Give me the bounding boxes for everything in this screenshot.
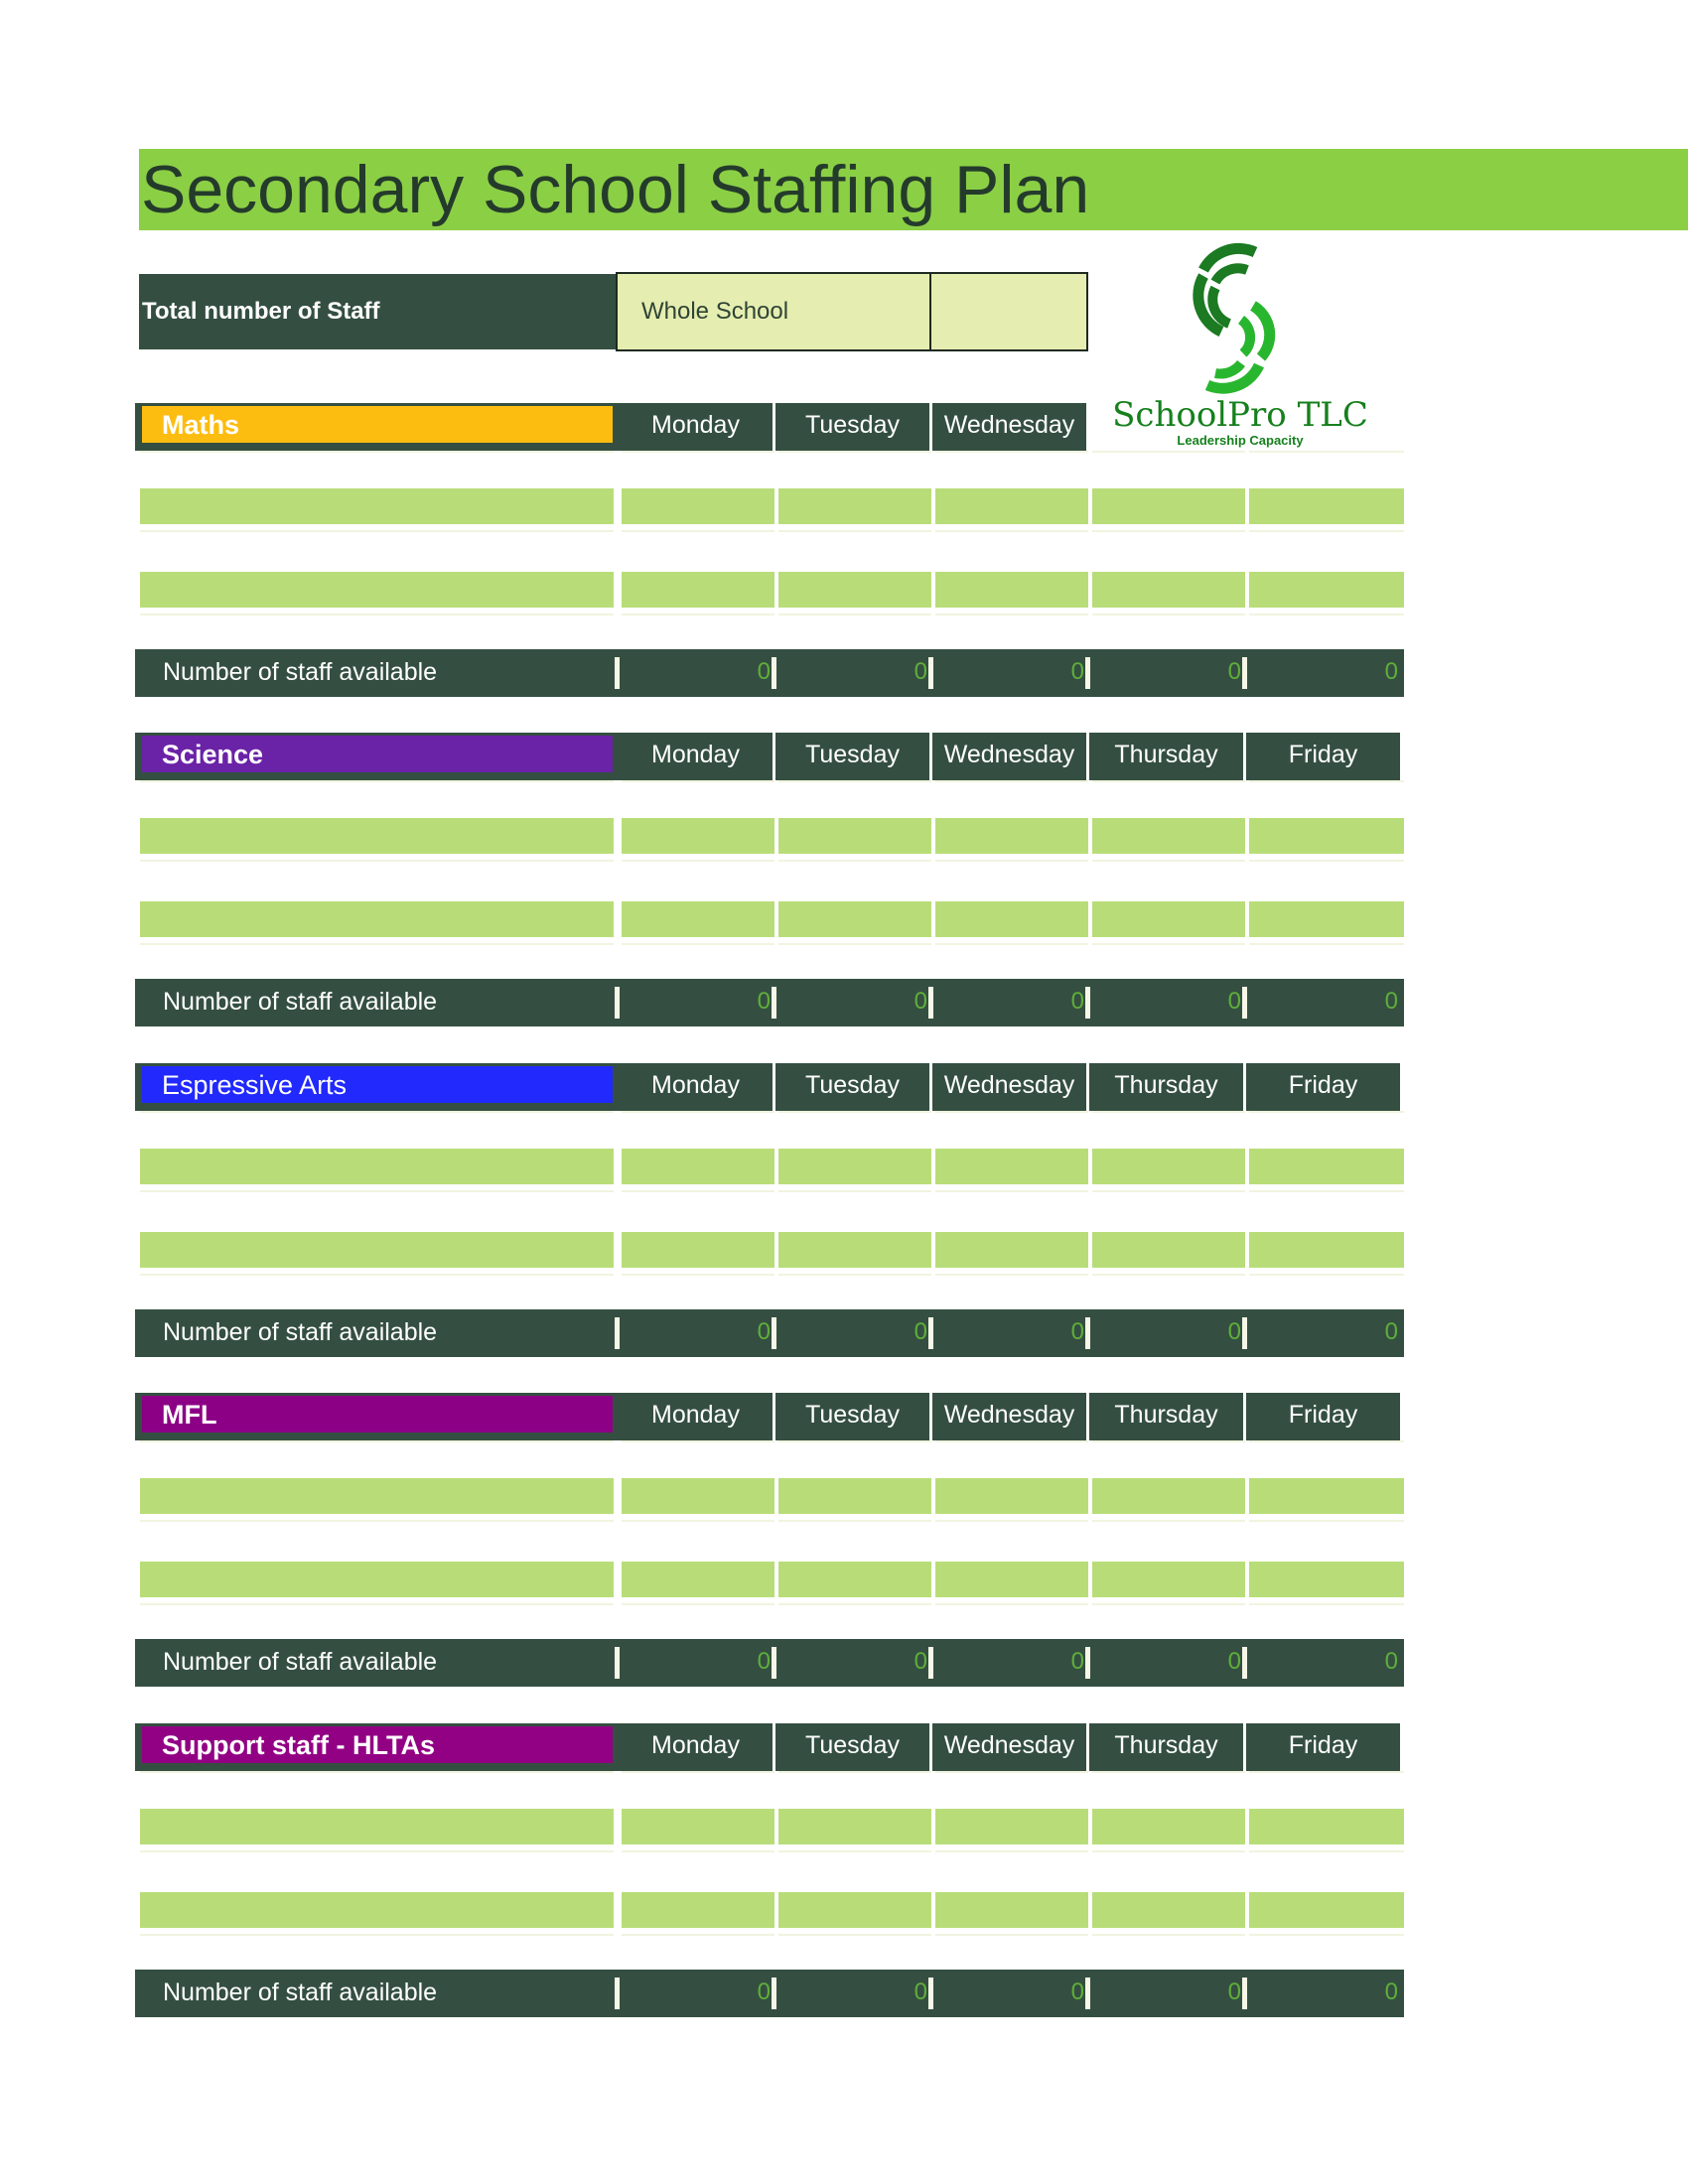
day-cell[interactable]: [778, 1274, 931, 1311]
day-cell[interactable]: [622, 1934, 774, 1972]
day-cell[interactable]: [778, 1478, 931, 1514]
day-header: Thursday: [1089, 1393, 1243, 1440]
day-cell[interactable]: [778, 860, 931, 897]
staff-count: 0: [757, 1318, 771, 1345]
table-row: [140, 1440, 1404, 1478]
day-cell[interactable]: [935, 860, 1088, 897]
day-header: Thursday: [1089, 1063, 1243, 1111]
day-cell[interactable]: [935, 1603, 1088, 1641]
day-header: Monday: [619, 1063, 773, 1111]
day-cell[interactable]: [622, 943, 774, 981]
staff-count: 0: [1070, 1979, 1084, 2005]
staff-available-row: [135, 979, 1404, 1026]
day-cell[interactable]: [1092, 614, 1245, 651]
staff-count: 0: [1384, 1979, 1398, 2005]
staff-count: 0: [1227, 658, 1241, 685]
column-divider: [1242, 1978, 1247, 2009]
day-cell[interactable]: [1249, 1603, 1404, 1641]
column-divider: [615, 987, 620, 1019]
whole-school-value-cell[interactable]: [929, 272, 1088, 351]
day-cell[interactable]: [622, 1274, 774, 1311]
staff-name-cell[interactable]: [140, 1440, 614, 1478]
day-cell[interactable]: [778, 1771, 931, 1809]
column-divider: [772, 987, 776, 1019]
day-cell[interactable]: [1092, 451, 1245, 488]
staff-name-cell[interactable]: [140, 1934, 614, 1972]
staff-count: 0: [1070, 988, 1084, 1015]
table-row: [140, 1934, 1404, 1972]
table-row: [140, 1190, 1404, 1228]
day-cell[interactable]: [622, 1892, 774, 1928]
day-header: Wednesday: [932, 403, 1086, 451]
day-cell[interactable]: [1249, 1274, 1404, 1311]
day-cell[interactable]: [1092, 1850, 1245, 1888]
day-cell[interactable]: [1249, 1478, 1404, 1514]
day-cell[interactable]: [1249, 488, 1404, 524]
day-cell[interactable]: [778, 818, 931, 854]
staff-count: 0: [757, 1648, 771, 1675]
day-cell[interactable]: [778, 1809, 931, 1844]
section-title[interactable]: Espressive Arts: [139, 1066, 616, 1106]
day-cell[interactable]: [778, 1934, 931, 1972]
section-title[interactable]: Maths: [139, 406, 616, 446]
column-divider: [615, 1317, 620, 1349]
day-cell[interactable]: [935, 614, 1088, 651]
section: [135, 1723, 1404, 2023]
staff-name-cell[interactable]: [140, 780, 614, 818]
day-cell[interactable]: [1249, 1562, 1404, 1597]
column-divider: [772, 1647, 776, 1679]
column-divider: [928, 657, 933, 689]
day-cell[interactable]: [1092, 488, 1245, 524]
table-row: [140, 451, 1404, 488]
day-cell[interactable]: [1249, 1520, 1404, 1558]
day-cell[interactable]: [1249, 1190, 1404, 1228]
day-cell[interactable]: [935, 1520, 1088, 1558]
day-cell[interactable]: [622, 860, 774, 897]
staff-count: 0: [757, 1979, 771, 2005]
day-cell[interactable]: [622, 488, 774, 524]
logo-tagline: Leadership Capacity: [1177, 433, 1304, 448]
day-header: Friday: [1246, 1723, 1400, 1771]
day-cell[interactable]: [622, 1440, 774, 1478]
day-header: Wednesday: [932, 1723, 1086, 1771]
staff-count: 0: [1384, 1648, 1398, 1675]
day-cell[interactable]: [1092, 1478, 1245, 1514]
day-cell[interactable]: [935, 1149, 1088, 1184]
day-cell[interactable]: [622, 901, 774, 937]
day-header: Friday: [1246, 1063, 1400, 1111]
staff-available-label: Number of staff available: [163, 658, 438, 686]
section-title[interactable]: Support staff - HLTAs: [139, 1726, 616, 1766]
staff-name-cell[interactable]: [140, 1232, 614, 1268]
day-header: Monday: [619, 403, 773, 451]
column-divider: [772, 1978, 776, 2009]
staff-name-cell[interactable]: [140, 1771, 614, 1809]
day-cell[interactable]: [935, 780, 1088, 818]
day-cell[interactable]: [1249, 530, 1404, 568]
day-header: Tuesday: [775, 1393, 929, 1440]
day-cell[interactable]: [778, 614, 931, 651]
section: [135, 1063, 1404, 1363]
table-row: [140, 1892, 1404, 1928]
staff-count: 0: [1227, 1648, 1241, 1675]
section-header: [135, 403, 1404, 451]
day-cell[interactable]: [1092, 572, 1245, 608]
day-cell[interactable]: [1249, 943, 1404, 981]
staff-count: 0: [1070, 1648, 1084, 1675]
table-row: [140, 1603, 1404, 1641]
staff-name-cell[interactable]: [140, 1809, 614, 1844]
section-header: [135, 1393, 1404, 1440]
day-cell[interactable]: [622, 1190, 774, 1228]
table-row: [140, 1111, 1404, 1149]
staff-name-cell[interactable]: [140, 1562, 614, 1597]
day-cell[interactable]: [1249, 901, 1404, 937]
column-divider: [615, 1647, 620, 1679]
day-cell[interactable]: [935, 488, 1088, 524]
staff-available-row: [135, 649, 1404, 697]
day-cell[interactable]: [622, 530, 774, 568]
day-cell[interactable]: [1249, 1892, 1404, 1928]
staff-name-cell[interactable]: [140, 1111, 614, 1149]
section-header: [135, 1723, 1404, 1771]
column-divider: [1085, 657, 1090, 689]
day-cell[interactable]: [1092, 1934, 1245, 1972]
day-cell[interactable]: [622, 614, 774, 651]
column-divider: [772, 1317, 776, 1349]
staff-count: 0: [1384, 1318, 1398, 1345]
day-header: [1089, 403, 1243, 451]
day-cell[interactable]: [1092, 780, 1245, 818]
table-row: [140, 530, 1404, 568]
day-header: Tuesday: [775, 1063, 929, 1111]
day-cell[interactable]: [622, 572, 774, 608]
staff-name-cell[interactable]: [140, 818, 614, 854]
day-cell[interactable]: [778, 780, 931, 818]
day-cell[interactable]: [1092, 818, 1245, 854]
day-cell[interactable]: [1249, 572, 1404, 608]
day-cell[interactable]: [622, 1809, 774, 1844]
day-cell[interactable]: [1249, 1809, 1404, 1844]
column-divider: [615, 657, 620, 689]
title-bar: [139, 149, 1688, 230]
day-header: Monday: [619, 1723, 773, 1771]
day-cell[interactable]: [778, 901, 931, 937]
day-cell[interactable]: [1092, 1111, 1245, 1149]
column-divider: [1085, 1317, 1090, 1349]
staff-name-cell[interactable]: [140, 1892, 614, 1928]
day-cell[interactable]: [935, 1809, 1088, 1844]
day-cell[interactable]: [935, 1850, 1088, 1888]
staff-name-cell[interactable]: [140, 1274, 614, 1311]
table-row: [140, 572, 1404, 608]
staff-count: 0: [914, 988, 927, 1015]
column-divider: [1242, 1317, 1247, 1349]
day-cell[interactable]: [778, 1149, 931, 1184]
day-cell[interactable]: [778, 1232, 931, 1268]
day-cell[interactable]: [622, 451, 774, 488]
day-header: Tuesday: [775, 403, 929, 451]
day-cell[interactable]: [1249, 780, 1404, 818]
day-header: [1246, 403, 1400, 451]
day-cell[interactable]: [935, 1111, 1088, 1149]
table-row: [140, 1478, 1404, 1514]
staff-name-cell[interactable]: [140, 943, 614, 981]
table-row: [140, 1232, 1404, 1268]
column-divider: [772, 657, 776, 689]
day-cell[interactable]: [622, 1232, 774, 1268]
table-row: [140, 1771, 1404, 1809]
day-cell[interactable]: [1249, 1440, 1404, 1478]
day-cell[interactable]: [1249, 860, 1404, 897]
day-cell[interactable]: [1092, 1190, 1245, 1228]
staff-available-row: [135, 1639, 1404, 1687]
table-row: [140, 1562, 1404, 1597]
day-header: Thursday: [1089, 1723, 1243, 1771]
day-cell[interactable]: [622, 1771, 774, 1809]
day-cell[interactable]: [935, 451, 1088, 488]
staff-name-cell[interactable]: [140, 901, 614, 937]
day-cell[interactable]: [935, 1934, 1088, 1972]
day-cell[interactable]: [935, 1232, 1088, 1268]
section: [135, 403, 1404, 703]
staff-count: 0: [1227, 1318, 1241, 1345]
day-cell[interactable]: [778, 1892, 931, 1928]
column-divider: [1085, 987, 1090, 1019]
day-cell[interactable]: [1249, 1771, 1404, 1809]
staff-available-label: Number of staff available: [163, 988, 438, 1016]
section-header: [135, 733, 1404, 780]
staff-available-row: [135, 1970, 1404, 2017]
staff-count: 0: [1227, 988, 1241, 1015]
day-cell[interactable]: [1249, 1111, 1404, 1149]
day-cell[interactable]: [935, 1892, 1088, 1928]
day-header: Friday: [1246, 733, 1400, 780]
day-cell[interactable]: [622, 1520, 774, 1558]
table-row: [140, 1809, 1404, 1844]
staff-count: 0: [914, 1648, 927, 1675]
column-divider: [1242, 987, 1247, 1019]
day-cell[interactable]: [1092, 901, 1245, 937]
table-row: [140, 780, 1404, 818]
day-cell[interactable]: [1249, 614, 1404, 651]
table-row: [140, 818, 1404, 854]
day-cell[interactable]: [1249, 1934, 1404, 1972]
staff-count: 0: [1384, 988, 1398, 1015]
day-cell[interactable]: [622, 780, 774, 818]
day-cell[interactable]: [1092, 1771, 1245, 1809]
staff-name-cell[interactable]: [140, 1149, 614, 1184]
day-header: Monday: [619, 733, 773, 780]
table-row: [140, 1149, 1404, 1184]
day-cell[interactable]: [622, 1478, 774, 1514]
day-header: Monday: [619, 1393, 773, 1440]
staff-count: 0: [914, 1318, 927, 1345]
staff-count: 0: [757, 658, 771, 685]
day-header: Wednesday: [932, 1393, 1086, 1440]
staff-name-cell[interactable]: [140, 530, 614, 568]
day-cell[interactable]: [778, 1440, 931, 1478]
day-header: Wednesday: [932, 733, 1086, 780]
staff-name-cell[interactable]: [140, 1603, 614, 1641]
day-cell[interactable]: [622, 818, 774, 854]
day-cell[interactable]: [1249, 451, 1404, 488]
day-cell[interactable]: [935, 530, 1088, 568]
table-row: [140, 943, 1404, 981]
day-cell[interactable]: [622, 1562, 774, 1597]
day-cell[interactable]: [935, 901, 1088, 937]
day-cell[interactable]: [1092, 943, 1245, 981]
staff-name-cell[interactable]: [140, 451, 614, 488]
day-cell[interactable]: [778, 572, 931, 608]
day-cell[interactable]: [1092, 1603, 1245, 1641]
day-cell[interactable]: [778, 488, 931, 524]
day-cell[interactable]: [622, 1149, 774, 1184]
staff-count: 0: [1384, 658, 1398, 685]
day-cell[interactable]: [935, 1440, 1088, 1478]
staff-available-label: Number of staff available: [163, 1318, 438, 1346]
table-row: [140, 614, 1404, 651]
staff-name-cell[interactable]: [140, 572, 614, 608]
day-header: Wednesday: [932, 1063, 1086, 1111]
day-cell[interactable]: [1092, 1809, 1245, 1844]
day-cell[interactable]: [935, 943, 1088, 981]
staff-count: 0: [1227, 1979, 1241, 2005]
column-divider: [615, 1978, 620, 2009]
section-title[interactable]: Science: [139, 736, 616, 775]
section: [135, 1393, 1404, 1693]
day-header: Friday: [1246, 1393, 1400, 1440]
day-cell[interactable]: [1092, 1520, 1245, 1558]
staff-available-row: [135, 1309, 1404, 1357]
day-cell[interactable]: [935, 1562, 1088, 1597]
day-cell[interactable]: [1092, 1274, 1245, 1311]
day-cell[interactable]: [1249, 1232, 1404, 1268]
day-cell[interactable]: [935, 1274, 1088, 1311]
day-cell[interactable]: [622, 1850, 774, 1888]
day-cell[interactable]: [935, 1190, 1088, 1228]
day-cell[interactable]: [1092, 860, 1245, 897]
table-row: [140, 1274, 1404, 1311]
table-row: [140, 1520, 1404, 1558]
day-header: Thursday: [1089, 733, 1243, 780]
staff-count: 0: [757, 988, 771, 1015]
staff-name-cell[interactable]: [140, 1520, 614, 1558]
day-cell[interactable]: [778, 1850, 931, 1888]
staff-count: 0: [914, 1979, 927, 2005]
column-divider: [928, 1978, 933, 2009]
day-cell[interactable]: [1249, 1850, 1404, 1888]
staff-name-cell[interactable]: [140, 1190, 614, 1228]
staff-count: 0: [914, 658, 927, 685]
day-cell[interactable]: [935, 818, 1088, 854]
day-cell[interactable]: [778, 943, 931, 981]
section: [135, 733, 1404, 1032]
column-divider: [1242, 657, 1247, 689]
day-cell[interactable]: [1092, 1562, 1245, 1597]
logo-name: SchoolPro TLC: [1112, 395, 1368, 435]
total-staff-label: Total number of Staff: [139, 274, 617, 349]
staff-available-label: Number of staff available: [163, 1648, 438, 1676]
column-divider: [1085, 1978, 1090, 2009]
column-divider: [928, 1647, 933, 1679]
table-row: [140, 488, 1404, 524]
whole-school-cell[interactable]: Whole School: [616, 272, 931, 351]
day-cell[interactable]: [778, 1111, 931, 1149]
staff-name-cell[interactable]: [140, 1850, 614, 1888]
day-cell[interactable]: [1092, 1440, 1245, 1478]
day-cell[interactable]: [778, 1603, 931, 1641]
day-cell[interactable]: [778, 530, 931, 568]
day-cell[interactable]: [778, 1520, 931, 1558]
day-cell[interactable]: [622, 1603, 774, 1641]
day-cell[interactable]: [1092, 530, 1245, 568]
table-row: [140, 901, 1404, 937]
day-header: Tuesday: [775, 733, 929, 780]
day-cell[interactable]: [622, 1111, 774, 1149]
column-divider: [1085, 1647, 1090, 1679]
staff-name-cell[interactable]: [140, 1478, 614, 1514]
day-cell[interactable]: [1092, 1892, 1245, 1928]
staff-available-label: Number of staff available: [163, 1979, 438, 2006]
day-cell[interactable]: [935, 1771, 1088, 1809]
section-header: [135, 1063, 1404, 1111]
day-cell[interactable]: [778, 1562, 931, 1597]
staff-name-cell[interactable]: [140, 488, 614, 524]
table-row: [140, 1850, 1404, 1888]
staff-count: 0: [1070, 1318, 1084, 1345]
day-cell[interactable]: [778, 1190, 931, 1228]
day-cell[interactable]: [778, 451, 931, 488]
day-header: Tuesday: [775, 1723, 929, 1771]
page-title: Secondary School Staffing Plan: [141, 152, 1090, 227]
column-divider: [928, 1317, 933, 1349]
day-cell[interactable]: [1249, 818, 1404, 854]
table-row: [140, 860, 1404, 897]
day-cell[interactable]: [1249, 1149, 1404, 1184]
day-cell[interactable]: [1092, 1232, 1245, 1268]
staff-count: 0: [1070, 658, 1084, 685]
staff-name-cell[interactable]: [140, 860, 614, 897]
day-cell[interactable]: [1092, 1149, 1245, 1184]
column-divider: [1242, 1647, 1247, 1679]
staff-name-cell[interactable]: [140, 614, 614, 651]
day-cell[interactable]: [935, 1478, 1088, 1514]
section-title[interactable]: MFL: [139, 1396, 616, 1435]
column-divider: [928, 987, 933, 1019]
day-cell[interactable]: [935, 572, 1088, 608]
